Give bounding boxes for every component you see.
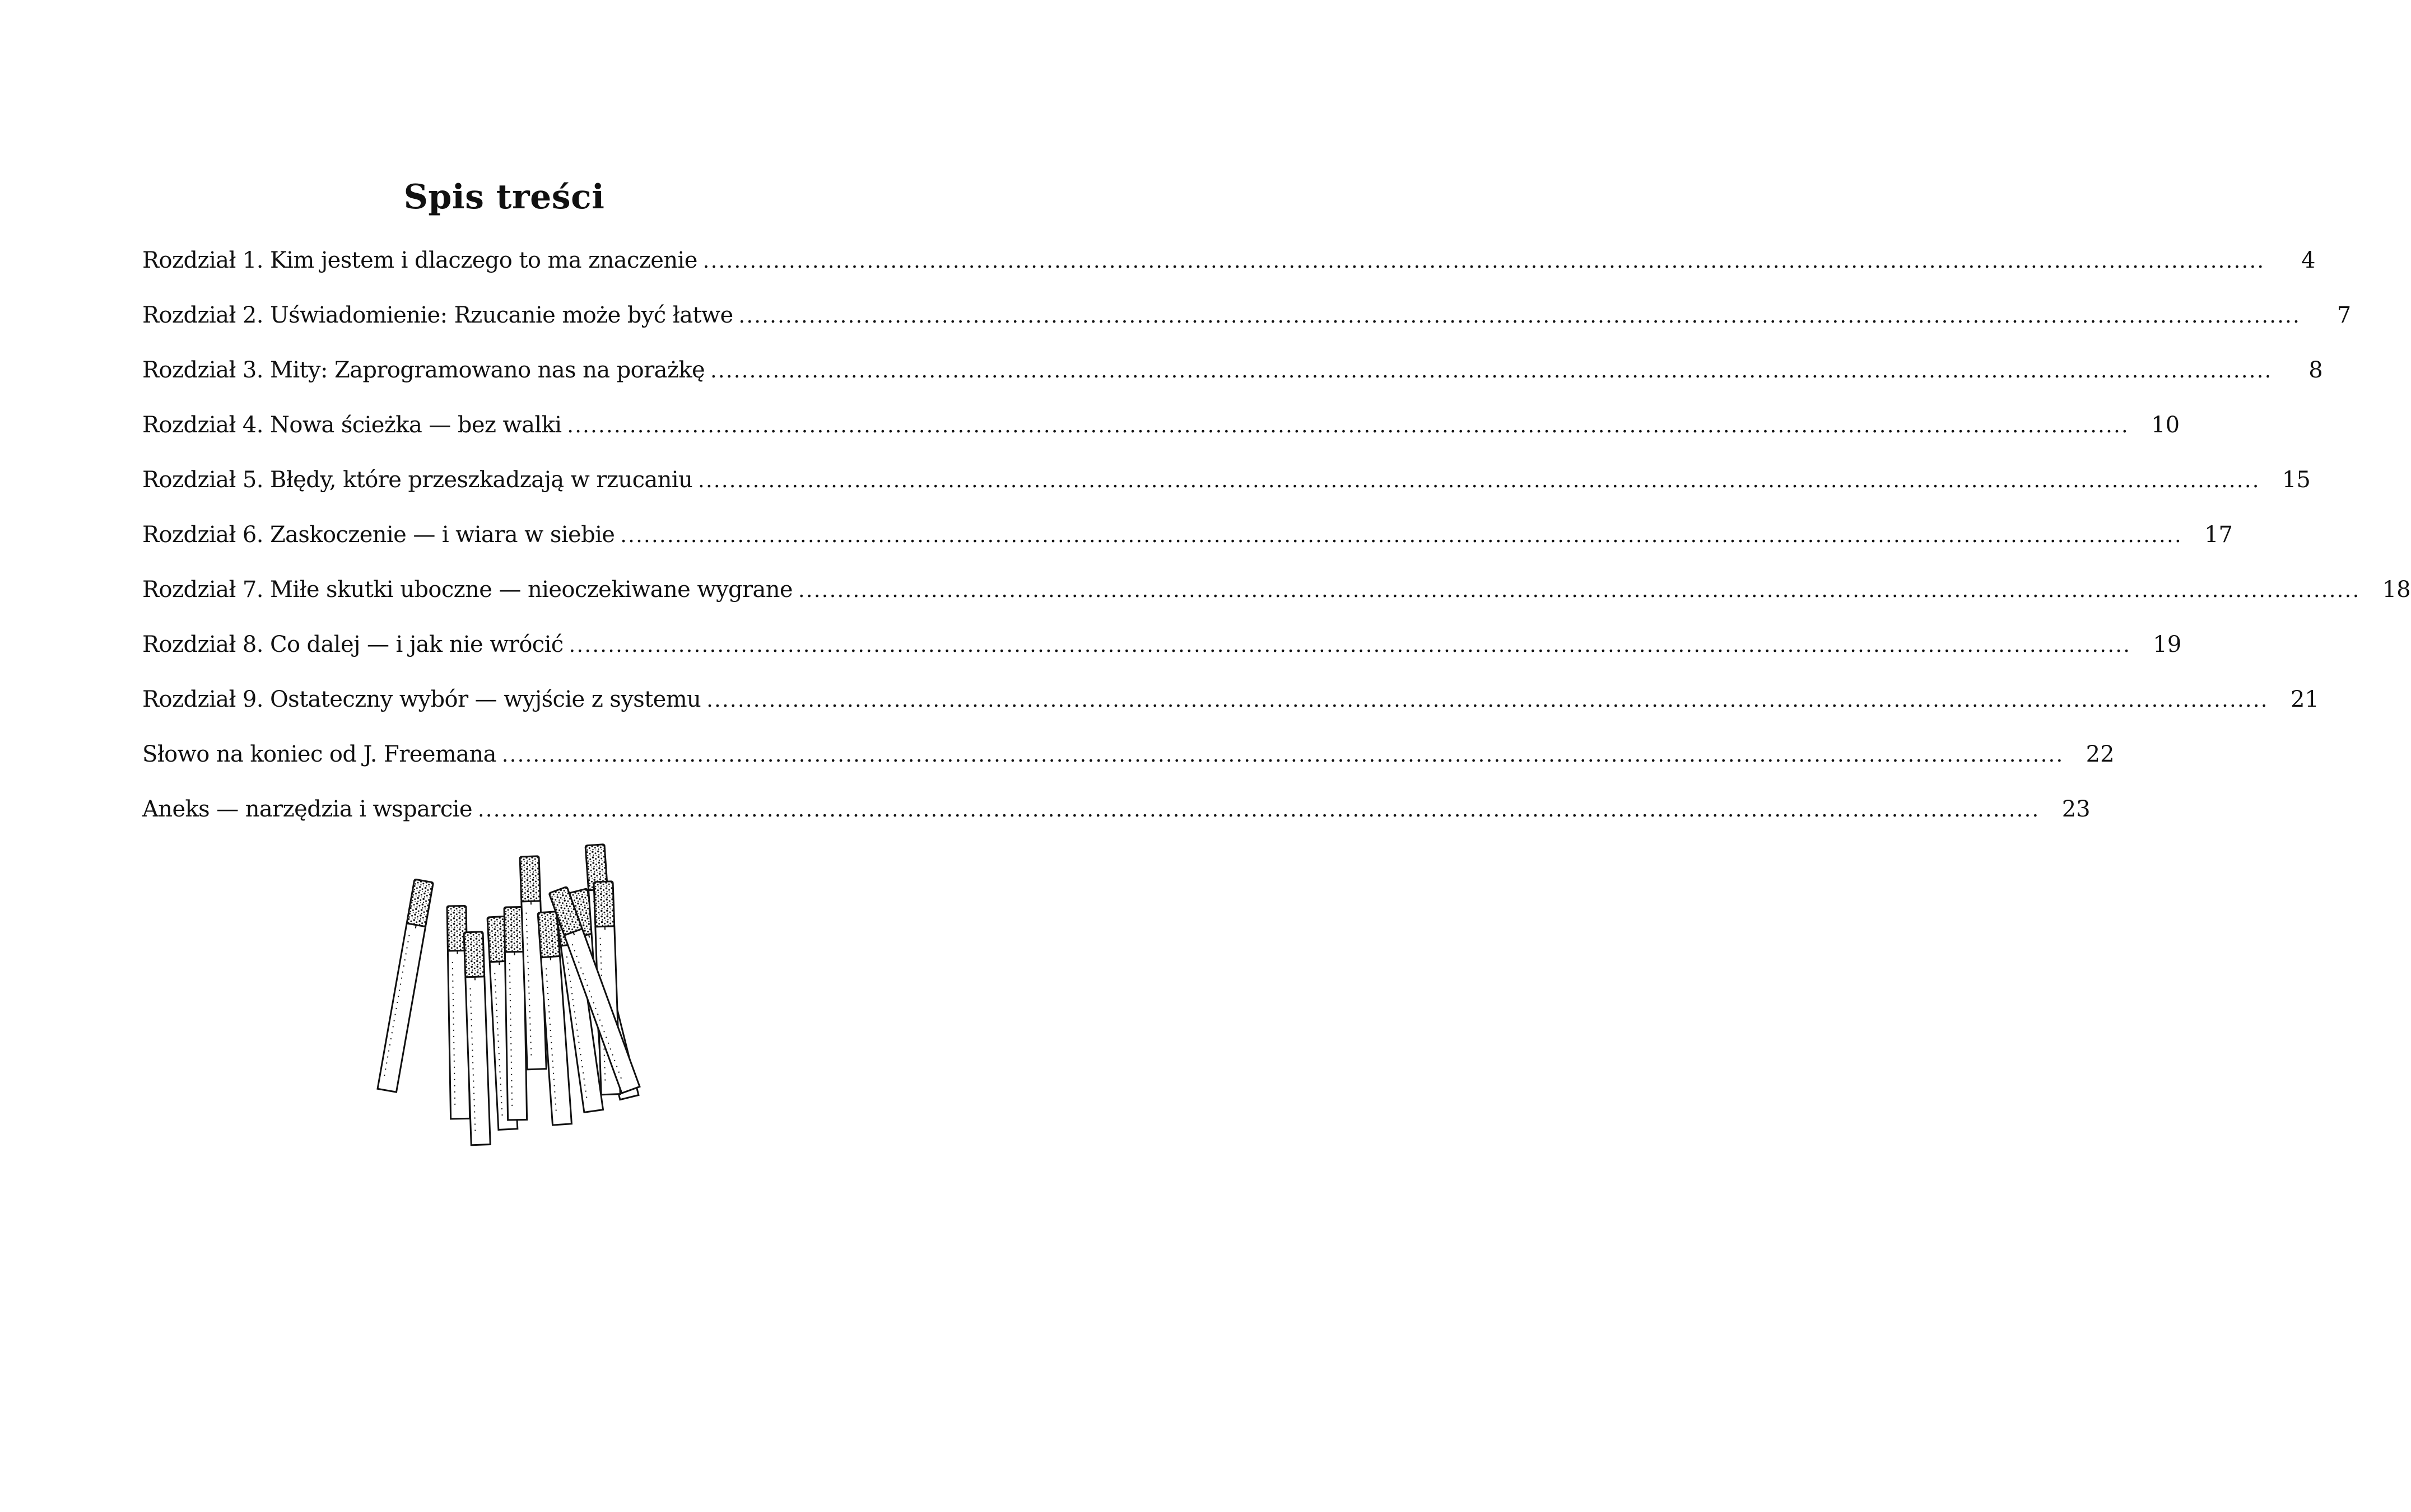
toc-entry-label: Rozdział 5. Błędy, które przeszkadzają w rzucaniu [142, 467, 693, 493]
toc-entry-7[interactable] [142, 570, 2411, 625]
table-of-contents [142, 241, 2411, 844]
toc-entry-page: 7 [2336, 302, 2352, 328]
toc-entry-page: 10 [2151, 412, 2180, 438]
toc-entry-5[interactable] [142, 460, 2311, 515]
cigarette-group [378, 844, 640, 1145]
toc-dot-leader: ........................................................................................................................................................................................................ [798, 579, 2361, 602]
toc-entry-label: Rozdział 4. Nowa ścieżka — bez walki [142, 412, 562, 438]
toc-dot-leader: ........................................................................................................................................................................................................ [501, 744, 2064, 767]
toc-entry-label: Rozdział 1. Kim jestem i dlaczego to ma znaczenie [142, 248, 697, 273]
toc-entry-page: 17 [2204, 522, 2233, 548]
toc-entry-page: 18 [2382, 577, 2411, 603]
toc-entry-page: 15 [2282, 467, 2311, 493]
toc-entry-label: Słowo na koniec od J. Freemana [142, 741, 496, 767]
toc-entry-page: 4 [2301, 248, 2316, 273]
toc-entry-3[interactable] [142, 351, 2323, 405]
toc-entry-8[interactable] [142, 625, 2182, 680]
toc-entry-label: Rozdział 8. Co dalej — i jak nie wrócić [142, 632, 564, 657]
toc-entry-9[interactable] [142, 680, 2319, 735]
toc-dot-leader: ........................................................................................................................................................................................................ [706, 689, 2269, 712]
toc-entry-page: 21 [2290, 687, 2319, 712]
toc-entry-page: 23 [2061, 796, 2091, 822]
toc-entry-10[interactable] [142, 735, 2115, 790]
toc-dot-leader: ........................................................................................................................................................................................................ [710, 360, 2273, 382]
toc-entry-label: Aneks — narzędzia i wsparcie [142, 796, 472, 822]
toc-entry-label: Rozdział 7. Miłe skutki uboczne — nieoczekiwane wygrane [142, 577, 793, 603]
toc-entry-11[interactable] [142, 790, 2091, 844]
toc-entry-1[interactable] [142, 241, 2316, 296]
toc-dot-leader: ........................................................................................................................................................................................................ [738, 305, 2301, 328]
toc-entry-page: 8 [2308, 357, 2323, 383]
cigarettes-bundle-icon [370, 840, 650, 1131]
toc-entry-page: 22 [2086, 741, 2115, 767]
toc-entry-label: Rozdział 3. Mity: Zaprogramowano nas na porażkę [142, 357, 705, 383]
toc-entry-label: Rozdział 6. Zaskoczenie — i wiara w siebie [142, 522, 615, 548]
toc-dot-leader: ........................................................................................................................................................................................................ [477, 799, 2040, 822]
toc-entry-6[interactable] [142, 515, 2233, 570]
toc-dot-leader: ........................................................................................................................................................................................................ [620, 524, 2183, 547]
toc-entry-4[interactable] [142, 405, 2180, 460]
toc-entry-label: Rozdział 9. Ostateczny wybór — wyjście z systemu [142, 687, 701, 712]
toc-dot-leader: ........................................................................................................................................................................................................ [702, 250, 2265, 273]
toc-entry-2[interactable] [142, 296, 2352, 351]
toc-dot-leader: ........................................................................................................................................................................................................ [567, 414, 2130, 437]
toc-dot-leader: ........................................................................................................................................................................................................ [698, 469, 2260, 492]
page-title: Spis treści [403, 178, 605, 217]
toc-entry-page: 19 [2153, 632, 2182, 657]
toc-dot-leader: ........................................................................................................................................................................................................ [569, 634, 2131, 657]
toc-entry-label: Rozdział 2. Uświadomienie: Rzucanie może być łatwe [142, 302, 733, 328]
